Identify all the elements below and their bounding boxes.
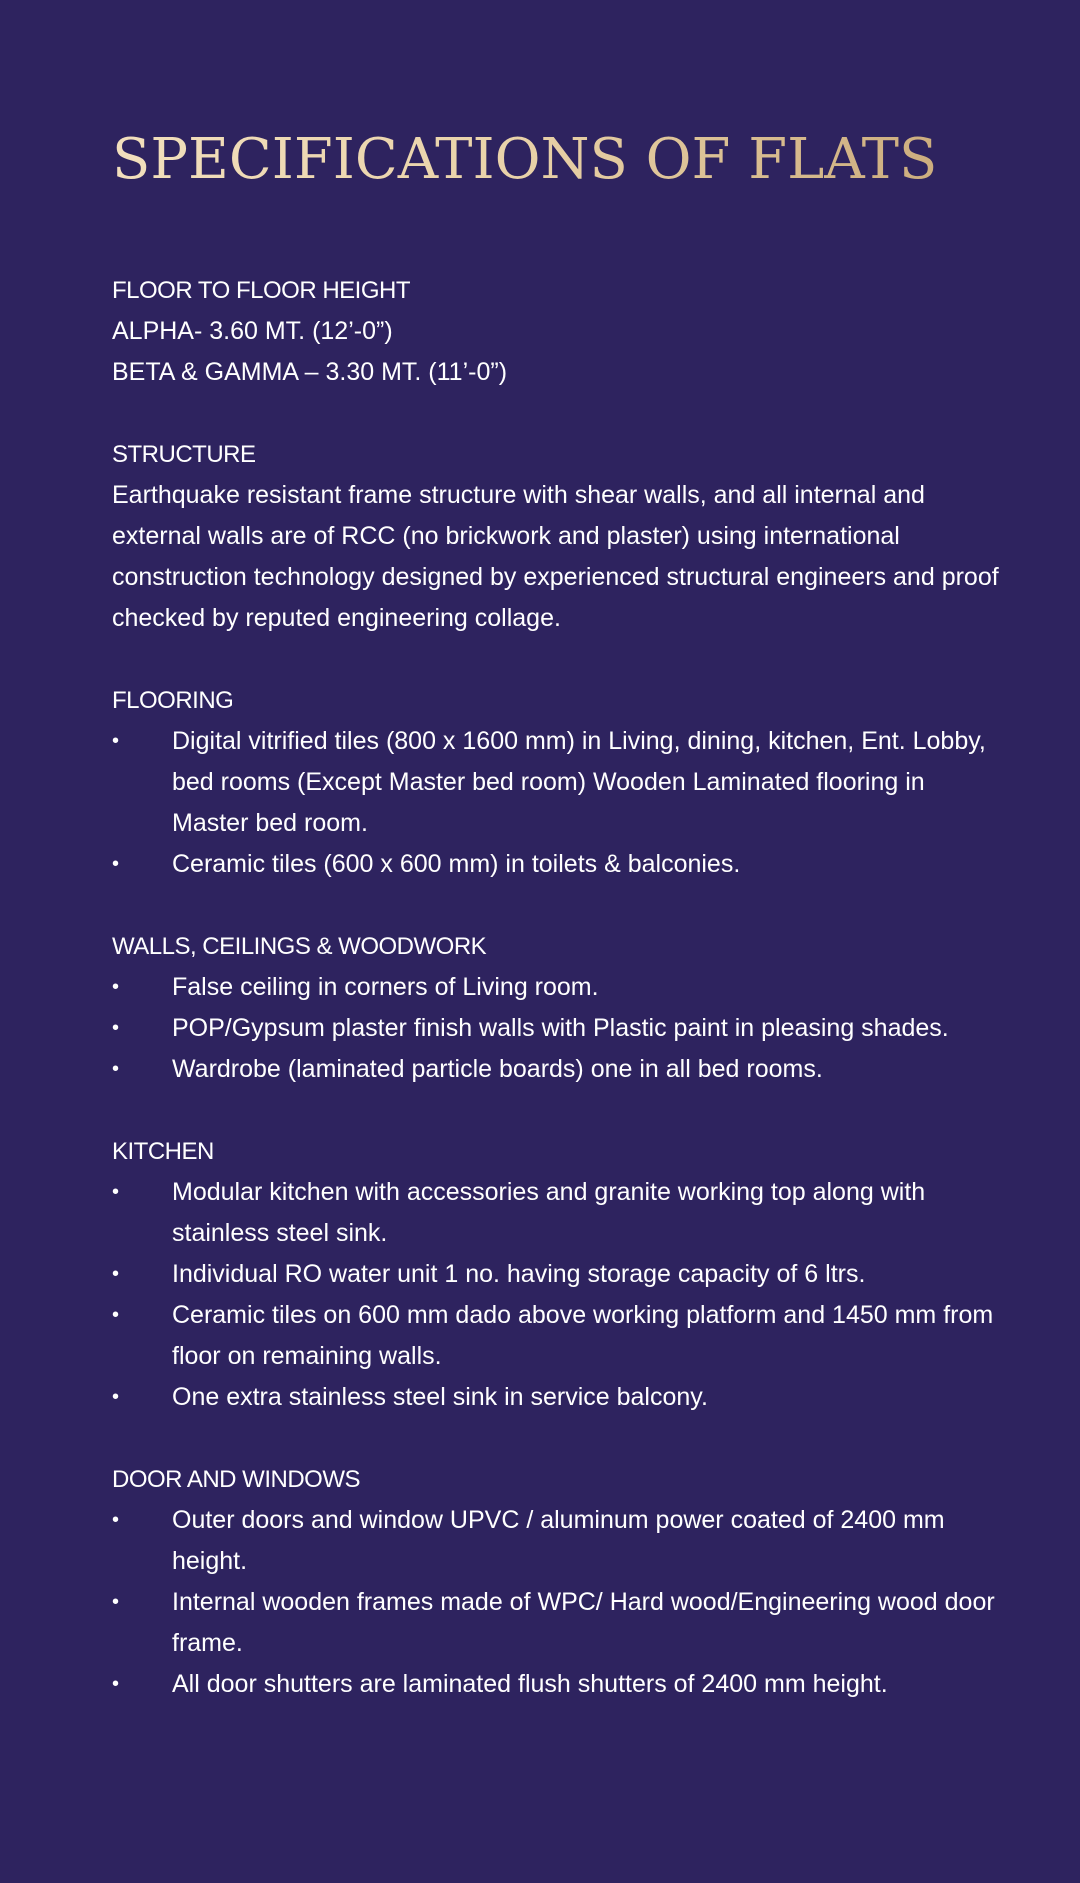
- list-item-text: Wardrobe (laminated particle boards) one in all bed rooms.: [172, 1055, 823, 1083]
- list-item-text: Outer doors and window UPVC / aluminum power coated of 2400 mm height.: [172, 1506, 945, 1575]
- section-kitchen: [112, 1131, 1008, 1418]
- bullet-icon: •: [112, 1509, 120, 1531]
- section-heading: FLOORING: [112, 687, 234, 714]
- list-item: [112, 1500, 1008, 1582]
- section-structure: [112, 434, 1008, 639]
- bullet-list: [112, 1172, 1008, 1418]
- list-item: [112, 844, 1008, 885]
- bullet-icon: •: [112, 1591, 120, 1613]
- bullet-list: [112, 721, 1008, 885]
- section-heading: FLOOR TO FLOOR HEIGHT: [112, 277, 410, 304]
- bullet-icon: •: [112, 1058, 120, 1080]
- bullet-icon: •: [112, 730, 120, 752]
- section-floor-height: [112, 270, 1008, 393]
- list-item-text: Digital vitrified tiles (800 x 1600 mm) in Living, dining, kitchen, Ent. Lobby, bed rooms (Except Master bed room) Wooden Laminated flooring in Master bed room.: [172, 727, 986, 837]
- section-heading: KITCHEN: [112, 1138, 214, 1165]
- spec-line: ALPHA- 3.60 MT. (12’-0”): [112, 317, 393, 345]
- bullet-icon: •: [112, 1181, 120, 1203]
- list-item-text: All door shutters are laminated flush shutters of 2400 mm height.: [172, 1670, 888, 1698]
- bullet-list: [112, 1500, 1008, 1705]
- list-item: [112, 1172, 1008, 1254]
- list-item-text: Internal wooden frames made of WPC/ Hard wood/Engineering wood door frame.: [172, 1588, 995, 1657]
- list-item: [112, 1582, 1008, 1664]
- section-walls: [112, 926, 1008, 1090]
- list-item: [112, 721, 1008, 844]
- specifications-list: [112, 270, 1008, 1705]
- section-heading: WALLS, CEILINGS & WOODWORK: [112, 933, 487, 960]
- list-item: [112, 1377, 1008, 1418]
- bullet-icon: •: [112, 1017, 120, 1039]
- bullet-icon: •: [112, 1673, 120, 1695]
- list-item: [112, 967, 1008, 1008]
- bullet-icon: •: [112, 976, 120, 998]
- section-doors-windows: [112, 1459, 1008, 1705]
- list-item-text: Ceramic tiles (600 x 600 mm) in toilets & balconies.: [172, 850, 741, 878]
- page-title: SPECIFICATIONS OF FLATS: [112, 120, 1008, 200]
- spec-line: BETA & GAMMA – 3.30 MT. (11’-0”): [112, 358, 508, 386]
- list-item: [112, 1254, 1008, 1295]
- section-heading: STRUCTURE: [112, 441, 256, 468]
- list-item-text: Ceramic tiles on 600 mm dado above working platform and 1450 mm from floor on remaining walls.: [172, 1301, 994, 1370]
- list-item: [112, 1295, 1008, 1377]
- section-paragraph: Earthquake resistant frame structure with shear walls, and all internal and external walls are of RCC (no brickwork and plaster) using international construction technology designed by experienced structural engineers and proof checked by reputed engineering collage.: [112, 481, 999, 632]
- section-heading: DOOR AND WINDOWS: [112, 1466, 360, 1493]
- bullet-icon: •: [112, 1263, 120, 1285]
- list-item-text: Individual RO water unit 1 no. having storage capacity of 6 ltrs.: [172, 1260, 866, 1288]
- list-item-text: One extra stainless steel sink in service balcony.: [172, 1383, 708, 1411]
- section-flooring: [112, 680, 1008, 885]
- list-item-text: Modular kitchen with accessories and granite working top along with stainless steel sink.: [172, 1178, 926, 1247]
- list-item: [112, 1049, 1008, 1090]
- list-item-text: POP/Gypsum plaster finish walls with Plastic paint in pleasing shades.: [172, 1014, 949, 1042]
- list-item: [112, 1008, 1008, 1049]
- list-item: [112, 1664, 1008, 1705]
- bullet-icon: •: [112, 1386, 120, 1408]
- bullet-icon: •: [112, 853, 120, 875]
- list-item-text: False ceiling in corners of Living room.: [172, 973, 599, 1001]
- bullet-list: [112, 967, 1008, 1090]
- bullet-icon: •: [112, 1304, 120, 1326]
